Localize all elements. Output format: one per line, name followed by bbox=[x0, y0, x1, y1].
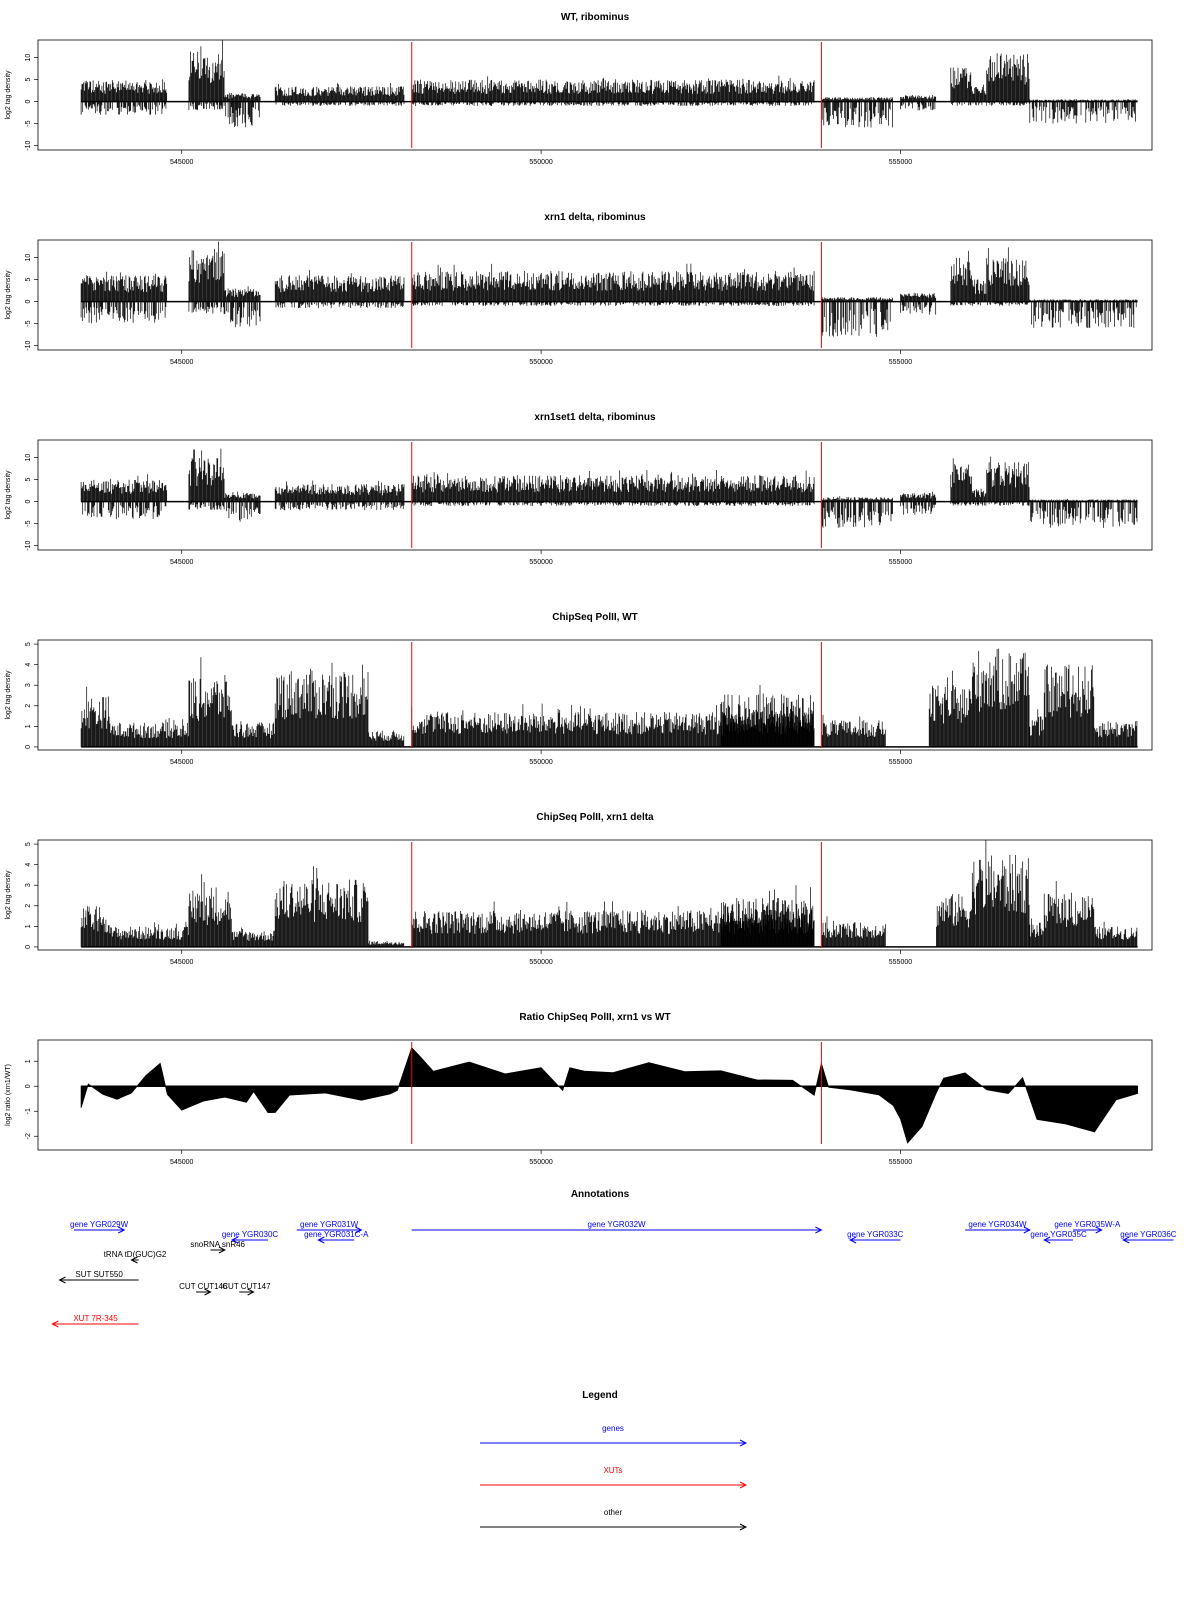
legend-label-0: genes bbox=[602, 1424, 624, 1433]
y-axis-label-4: log2 tag density bbox=[5, 870, 12, 920]
density-segment-3-7 bbox=[721, 685, 814, 747]
density-segment-4-0 bbox=[81, 906, 109, 947]
density-segment-0-2 bbox=[225, 93, 260, 127]
density-segment-4-2 bbox=[189, 874, 231, 947]
density-segment-0-1 bbox=[189, 40, 224, 110]
legend-title: Legend bbox=[582, 1390, 618, 1401]
y-axis-label-1: log2 tag density bbox=[5, 270, 12, 320]
density-segment-4-11 bbox=[1030, 919, 1044, 947]
density-segment-1-6 bbox=[901, 293, 936, 315]
y-tick-label-1-3: 5 bbox=[25, 277, 32, 282]
density-segment-4-1 bbox=[110, 922, 188, 947]
annotation-label-12: SUT SUT550 bbox=[75, 1270, 123, 1279]
density-segment-2-10 bbox=[1030, 499, 1137, 528]
y-tick-label-0-3: 5 bbox=[25, 77, 32, 82]
annotation-label-8: gene YGR035C bbox=[1030, 1230, 1087, 1239]
y-tick-label-2-0: -10 bbox=[25, 540, 32, 551]
density-segment-1-2 bbox=[225, 286, 260, 327]
density-segment-1-10 bbox=[1030, 299, 1137, 328]
density-segment-4-5 bbox=[369, 941, 404, 947]
x-tick-label-4-0: 545000 bbox=[170, 959, 194, 966]
density-segment-4-7 bbox=[721, 885, 814, 947]
density-segment-3-12 bbox=[1044, 665, 1094, 747]
y-tick-label-5-1: -1 bbox=[25, 1108, 32, 1115]
y-axis-label-2: log2 tag density bbox=[5, 470, 12, 520]
density-segment-2-0 bbox=[81, 474, 167, 519]
y-tick-label-0-2: 0 bbox=[25, 99, 32, 104]
density-segment-2-9 bbox=[987, 457, 1029, 506]
y-tick-label-0-0: -10 bbox=[25, 140, 32, 151]
chart-title-3: ChipSeq PolII, WT bbox=[552, 612, 638, 623]
y-tick-label-2-1: -5 bbox=[25, 520, 32, 527]
chart-title-2: xrn1set1 delta, ribominus bbox=[534, 412, 656, 423]
annotation-label-3: gene YGR031C-A bbox=[304, 1230, 369, 1239]
density-segment-3-10 bbox=[972, 649, 1029, 747]
chart-title-4: ChipSeq PolII, xrn1 delta bbox=[536, 812, 654, 823]
density-segment-4-13 bbox=[1095, 922, 1137, 947]
chart-title-1: xrn1 delta, ribominus bbox=[544, 212, 646, 223]
y-tick-label-1-2: 0 bbox=[25, 299, 32, 304]
density-segment-1-9 bbox=[987, 247, 1029, 305]
y-tick-label-0-1: -5 bbox=[25, 120, 32, 127]
y-axis-label-5: log2 ratio (xrn1/WT) bbox=[5, 1064, 12, 1126]
x-tick-label-1-0: 545000 bbox=[170, 359, 194, 366]
density-segment-2-3 bbox=[275, 481, 404, 511]
y-tick-label-3-2: 2 bbox=[25, 703, 32, 708]
y-tick-label-2-4: 10 bbox=[25, 453, 32, 462]
y-tick-label-4-2: 2 bbox=[25, 903, 32, 908]
density-segment-3-13 bbox=[1095, 721, 1137, 747]
chart-title-0: WT, ribominus bbox=[560, 12, 630, 23]
annotation-label-15: XUT 7R-345 bbox=[73, 1314, 118, 1323]
y-tick-label-4-4: 4 bbox=[25, 862, 32, 867]
annotation-label-13: CUT CUT146 bbox=[179, 1282, 228, 1291]
ratio-area-5 bbox=[81, 1048, 1138, 1143]
y-tick-label-1-4: 10 bbox=[25, 253, 32, 262]
y-tick-label-4-3: 3 bbox=[25, 883, 32, 888]
density-segment-2-4 bbox=[412, 470, 814, 506]
density-segment-3-5 bbox=[369, 731, 404, 747]
annotation-label-2: gene YGR031W bbox=[300, 1220, 359, 1229]
x-tick-label-0-2: 555000 bbox=[888, 159, 913, 166]
x-tick-label-5-2: 555000 bbox=[888, 1159, 913, 1166]
annotation-label-14: CUT CUT147 bbox=[222, 1282, 271, 1291]
x-tick-label-1-1: 550000 bbox=[529, 359, 553, 366]
density-segment-2-7 bbox=[951, 458, 972, 506]
x-tick-label-2-1: 550000 bbox=[529, 559, 553, 566]
y-axis-label-3: log2 tag density bbox=[5, 670, 12, 720]
y-tick-label-1-1: -5 bbox=[25, 320, 32, 327]
x-tick-label-2-2: 555000 bbox=[888, 559, 913, 566]
annotation-label-7: gene YGR035W-A bbox=[1054, 1220, 1121, 1229]
x-tick-label-4-2: 555000 bbox=[888, 959, 913, 966]
y-tick-label-5-3: 1 bbox=[25, 1059, 32, 1064]
density-segment-3-1 bbox=[110, 718, 188, 747]
y-tick-label-5-0: -2 bbox=[25, 1133, 32, 1140]
density-segment-3-11 bbox=[1030, 709, 1044, 747]
density-segment-1-3 bbox=[275, 270, 404, 308]
y-tick-label-3-4: 4 bbox=[25, 662, 32, 667]
annotation-label-4: gene YGR032W bbox=[587, 1220, 646, 1229]
annotation-label-1: gene YGR030C bbox=[221, 1230, 279, 1239]
annotation-label-11: tRNA tD(GUC)G2 bbox=[103, 1250, 167, 1259]
y-tick-label-3-5: 5 bbox=[25, 642, 32, 647]
y-tick-label-1-0: -10 bbox=[25, 340, 32, 351]
density-segment-3-8 bbox=[821, 715, 885, 747]
x-tick-label-0-1: 550000 bbox=[529, 159, 553, 166]
y-tick-label-3-3: 3 bbox=[25, 683, 32, 688]
annotation-label-6: gene YGR034W bbox=[968, 1220, 1027, 1229]
x-tick-label-3-2: 555000 bbox=[888, 759, 913, 766]
density-segment-4-3 bbox=[232, 928, 274, 947]
density-segment-3-3 bbox=[232, 721, 274, 747]
density-segment-4-9 bbox=[936, 894, 971, 947]
annotation-label-5: gene YGR033C bbox=[847, 1230, 904, 1239]
y-tick-label-4-1: 1 bbox=[25, 924, 32, 929]
density-segment-2-5 bbox=[821, 496, 892, 528]
annotation-label-0: gene YGR029W bbox=[70, 1220, 129, 1229]
chart-title-5: Ratio ChipSeq PolII, xrn1 vs WT bbox=[519, 1012, 671, 1023]
density-segment-4-10 bbox=[972, 840, 1029, 947]
density-segment-0-6 bbox=[901, 95, 936, 110]
density-segment-0-0 bbox=[81, 79, 167, 114]
annotation-label-10: snoRNA snR46 bbox=[190, 1240, 246, 1249]
y-tick-label-4-0: 0 bbox=[25, 944, 32, 949]
density-segment-4-4 bbox=[275, 866, 368, 947]
density-segment-3-4 bbox=[275, 663, 368, 747]
density-segment-1-7 bbox=[951, 251, 972, 306]
x-tick-label-3-1: 550000 bbox=[529, 759, 553, 766]
density-segment-1-0 bbox=[81, 272, 167, 324]
density-segment-1-5 bbox=[821, 297, 892, 337]
y-axis-label-0: log2 tag density bbox=[5, 70, 12, 120]
x-tick-label-0-0: 545000 bbox=[170, 159, 194, 166]
density-segment-2-6 bbox=[901, 492, 936, 515]
x-tick-label-1-2: 555000 bbox=[888, 359, 913, 366]
density-segment-0-10 bbox=[1030, 99, 1137, 124]
legend-label-2: other bbox=[603, 1508, 623, 1517]
y-tick-label-5-2: 0 bbox=[25, 1084, 32, 1089]
density-segment-0-3 bbox=[275, 83, 404, 106]
y-tick-label-3-0: 0 bbox=[25, 744, 32, 749]
density-segment-2-2 bbox=[225, 492, 260, 522]
x-tick-label-3-0: 545000 bbox=[170, 759, 194, 766]
x-tick-label-4-1: 550000 bbox=[529, 959, 553, 966]
density-segment-3-2 bbox=[189, 657, 231, 747]
density-segment-2-8 bbox=[972, 489, 986, 506]
density-segment-4-8 bbox=[821, 916, 885, 947]
density-segment-0-9 bbox=[987, 53, 1029, 106]
legend-label-1: XUTs bbox=[603, 1466, 623, 1475]
density-segment-4-12 bbox=[1044, 881, 1094, 947]
density-segment-0-7 bbox=[951, 68, 972, 106]
annotations-title: Annotations bbox=[570, 1189, 630, 1200]
density-segment-2-1 bbox=[189, 449, 224, 510]
annotation-label-9: gene YGR036C bbox=[1120, 1230, 1177, 1239]
y-tick-label-0-4: 10 bbox=[25, 53, 32, 62]
y-tick-label-4-5: 5 bbox=[25, 842, 32, 847]
density-segment-1-1 bbox=[189, 242, 224, 315]
density-segment-3-9 bbox=[929, 671, 971, 747]
density-segment-3-0 bbox=[81, 687, 109, 747]
x-tick-label-5-0: 545000 bbox=[170, 1159, 194, 1166]
x-tick-label-5-1: 550000 bbox=[529, 1159, 553, 1166]
y-tick-label-3-1: 1 bbox=[25, 724, 32, 729]
density-segment-1-4 bbox=[412, 264, 814, 306]
y-tick-label-2-3: 5 bbox=[25, 477, 32, 482]
y-tick-label-2-2: 0 bbox=[25, 499, 32, 504]
x-tick-label-2-0: 545000 bbox=[170, 559, 194, 566]
